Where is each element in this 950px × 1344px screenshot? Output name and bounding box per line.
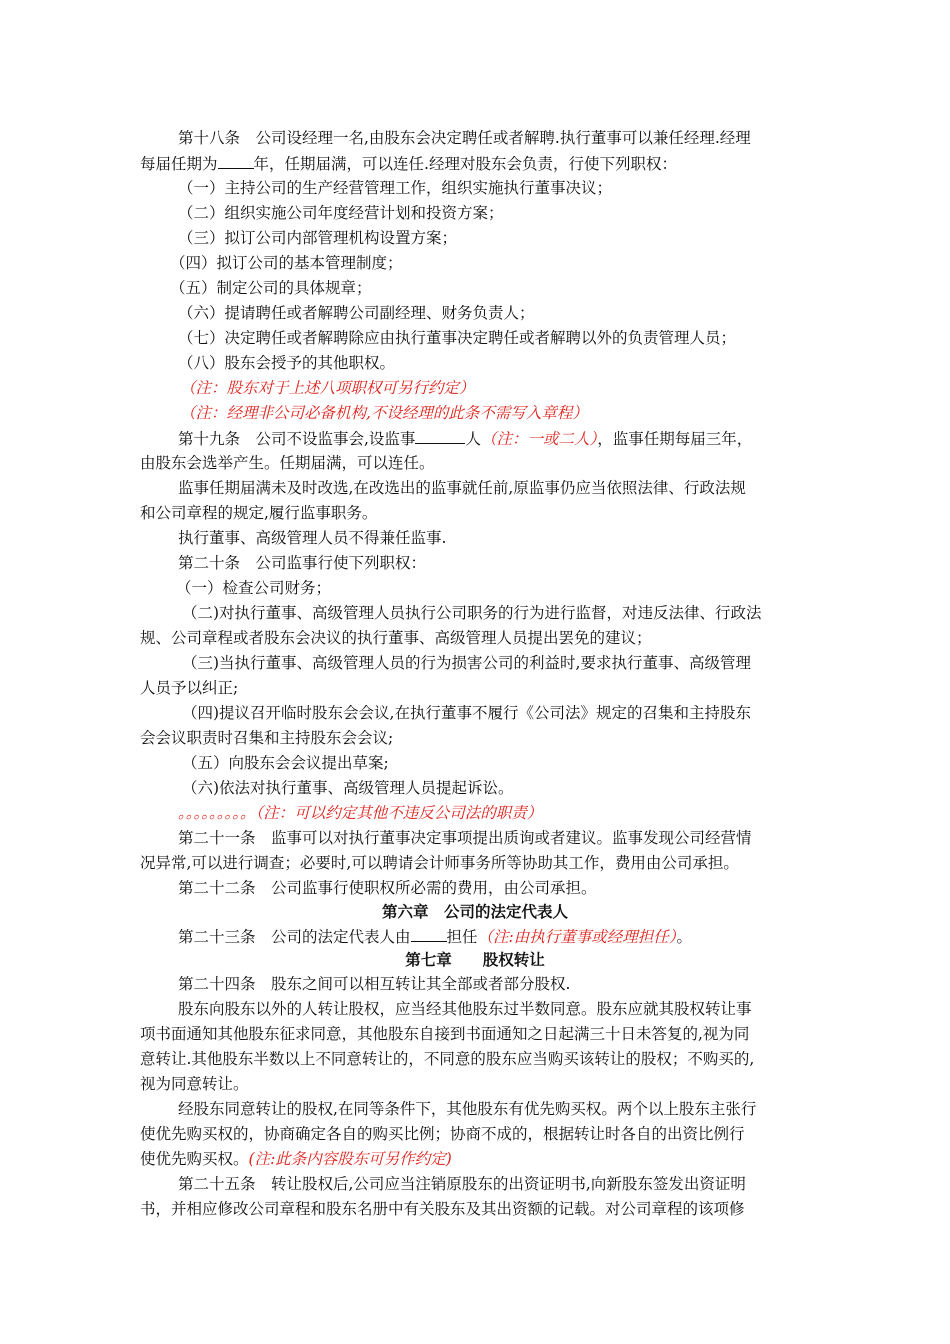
- article-20-item-1: （一）检查公司财务；: [176, 579, 332, 597]
- article-18-note-2: （注：经理非公司必备机构,不设经理的此条不需写入章程）: [180, 404, 588, 422]
- article-23: [178, 926, 692, 947]
- article-20-title: 第二十条 公司监事行使下列职权：: [178, 554, 427, 572]
- article-18-item-2: （二）组织实施公司年度经营计划和投资方案；: [178, 204, 504, 222]
- article-24-note: (注:此条内容股东可另作约定): [248, 1150, 452, 1168]
- article-18-item-5: （五）制定公司的具体规章；: [170, 279, 372, 297]
- article-18-item-3: （三）拟订公司内部管理机构设置方案；: [178, 229, 458, 247]
- article-20-note: 。。。。。。。。。（注：可以约定其他不违反公司法的职责）: [178, 804, 543, 822]
- article-24-para-2-line-3: 意转让.其他股东半数以上不同意转让的，不同意的股东应当购买该转让的股权；不购买的,: [140, 1050, 755, 1068]
- text-fragment: ，监事任期每届三年，: [597, 430, 753, 448]
- article-18-line-2: [140, 153, 677, 174]
- article-24-line-1: 第二十四条 股东之间可以相互转让其全部或者部分股权.: [178, 975, 571, 993]
- article-20-item-5: （五）向股东会会议提出草案;: [182, 754, 389, 772]
- article-18-line-1: 第十八条 公司设经理一名,由股东会决定聘任或者解聘.执行董事可以兼任经理.经理: [178, 129, 751, 147]
- article-18-note-1: （注：股东对于上述八项职权可另行约定）: [180, 379, 475, 397]
- term-blank: [218, 153, 254, 169]
- chapter-7-heading: 第七章 股权转让: [405, 951, 545, 969]
- article-24-para-2-line-4: 视为同意转让。: [140, 1075, 249, 1093]
- article-20-item-3-line-1: （三)当执行董事、高级管理人员的行为损害公司的利益时,要求执行董事、高级管理: [182, 654, 751, 672]
- article-19-para-2-line-2: 和公司章程的规定,履行监事职务。: [140, 504, 378, 522]
- article-24-para-3-line-2: 使优先购买权的，协商确定各自的购买比例；协商不成的，根据转让时各自的出资比例行: [140, 1125, 745, 1143]
- article-18-item-4: （四）拟订公司的基本管理制度；: [170, 254, 403, 272]
- article-20-item-4-line-2: 会会议职责时召集和主持股东会会议;: [140, 729, 394, 747]
- representative-blank: [411, 926, 447, 942]
- article-18-item-8: （八）股东会授予的其他职权。: [178, 354, 396, 372]
- article-20-item-2-line-1: （二)对执行董事、高级管理人员执行公司职务的行为进行监督，对违反法律、行政法: [182, 604, 762, 622]
- article-21-line-1: 第二十一条 监事可以对执行董事决定事项提出质询或者建议。监事发现公司经营情: [178, 829, 752, 847]
- article-20-item-6: （六)依法对执行董事、高级管理人员提起诉讼。: [182, 779, 514, 797]
- article-19-para-3: 执行董事、高级管理人员不得兼任监事.: [178, 529, 447, 547]
- article-18-item-1: （一）主持公司的生产经营管理工作，组织实施执行董事决议；: [178, 179, 613, 197]
- article-18-item-7: （七）决定聘任或者解聘除应由执行董事决定聘任或者解聘以外的负责管理人员；: [178, 329, 737, 347]
- text-fragment: 年，任期届满，可以连任.经理对股东会负责，行使下列职权：: [253, 155, 677, 173]
- article-19-line-1: [178, 428, 752, 449]
- article-19-line-2: 由股东会选举产生。任期届满，可以连任。: [140, 454, 435, 472]
- article-25-line-1: 第二十五条 转让股权后,公司应当注销原股东的出资证明书,向新股东签发出资证明: [178, 1175, 746, 1193]
- text-fragment: 担任: [446, 928, 478, 946]
- article-24-para-2-line-2: 项书面通知其他股东征求同意，其他股东自接到书面通知之日起满三十日未答复的,视为同: [140, 1025, 750, 1043]
- article-25-line-2: 书，并相应修改公司章程和股东名册中有关股东及其出资额的记载。对公司章程的该项修: [140, 1200, 745, 1218]
- article-19-para-2-line-1: 监事任期届满未及时改选,在改选出的监事就任前,原监事仍应当依照法律、行政法规: [178, 479, 746, 497]
- article-20-item-4-line-1: （四)提议召开临时股东会会议,在执行董事不履行《公司法》规定的召集和主持股东: [182, 704, 751, 722]
- article-20-item-3-line-2: 人员予以纠正;: [140, 679, 239, 697]
- article-24-para-3-line-3: [140, 1149, 452, 1169]
- supervisor-count-blank: [415, 428, 465, 444]
- text-fragment: 使优先购买权。: [140, 1150, 249, 1168]
- article-24-para-3-line-1: 经股东同意转让的股权,在同等条件下，其他股东有优先购买权。两个以上股东主张行: [178, 1100, 757, 1118]
- article-24-para-2-line-1: 股东向股东以外的人转让股权，应当经其他股东过半数同意。股东应就其股权转让事: [178, 1000, 752, 1018]
- text-fragment: 第十九条 公司不设监事会,设监事: [178, 430, 416, 448]
- article-18-item-6: （六）提请聘任或者解聘公司副经理、财务负责人；: [178, 304, 535, 322]
- text-fragment: 第二十三条 公司的法定代表人由: [178, 928, 411, 946]
- article-20-item-2-line-2: 规、公司章程或者股东会决议的执行董事、高级管理人员提出罢免的建议；: [140, 629, 652, 647]
- article-19-inline-note: （注：一或二人）: [480, 430, 598, 448]
- article-21-line-2: 况异常,可以进行调查；必要时,可以聘请会计师事务所等协助其工作，费用由公司承担。: [140, 854, 739, 872]
- text-fragment: 。: [676, 928, 693, 946]
- article-23-note: （注:由执行董事或经理担任）: [477, 928, 677, 946]
- text-fragment: 每届任期为: [140, 155, 218, 173]
- article-22: 第二十二条 公司监事行使职权所必需的费用，由公司承担。: [178, 879, 597, 897]
- text-fragment: 人: [465, 430, 481, 448]
- chapter-6-heading: 第六章 公司的法定代表人: [381, 903, 568, 921]
